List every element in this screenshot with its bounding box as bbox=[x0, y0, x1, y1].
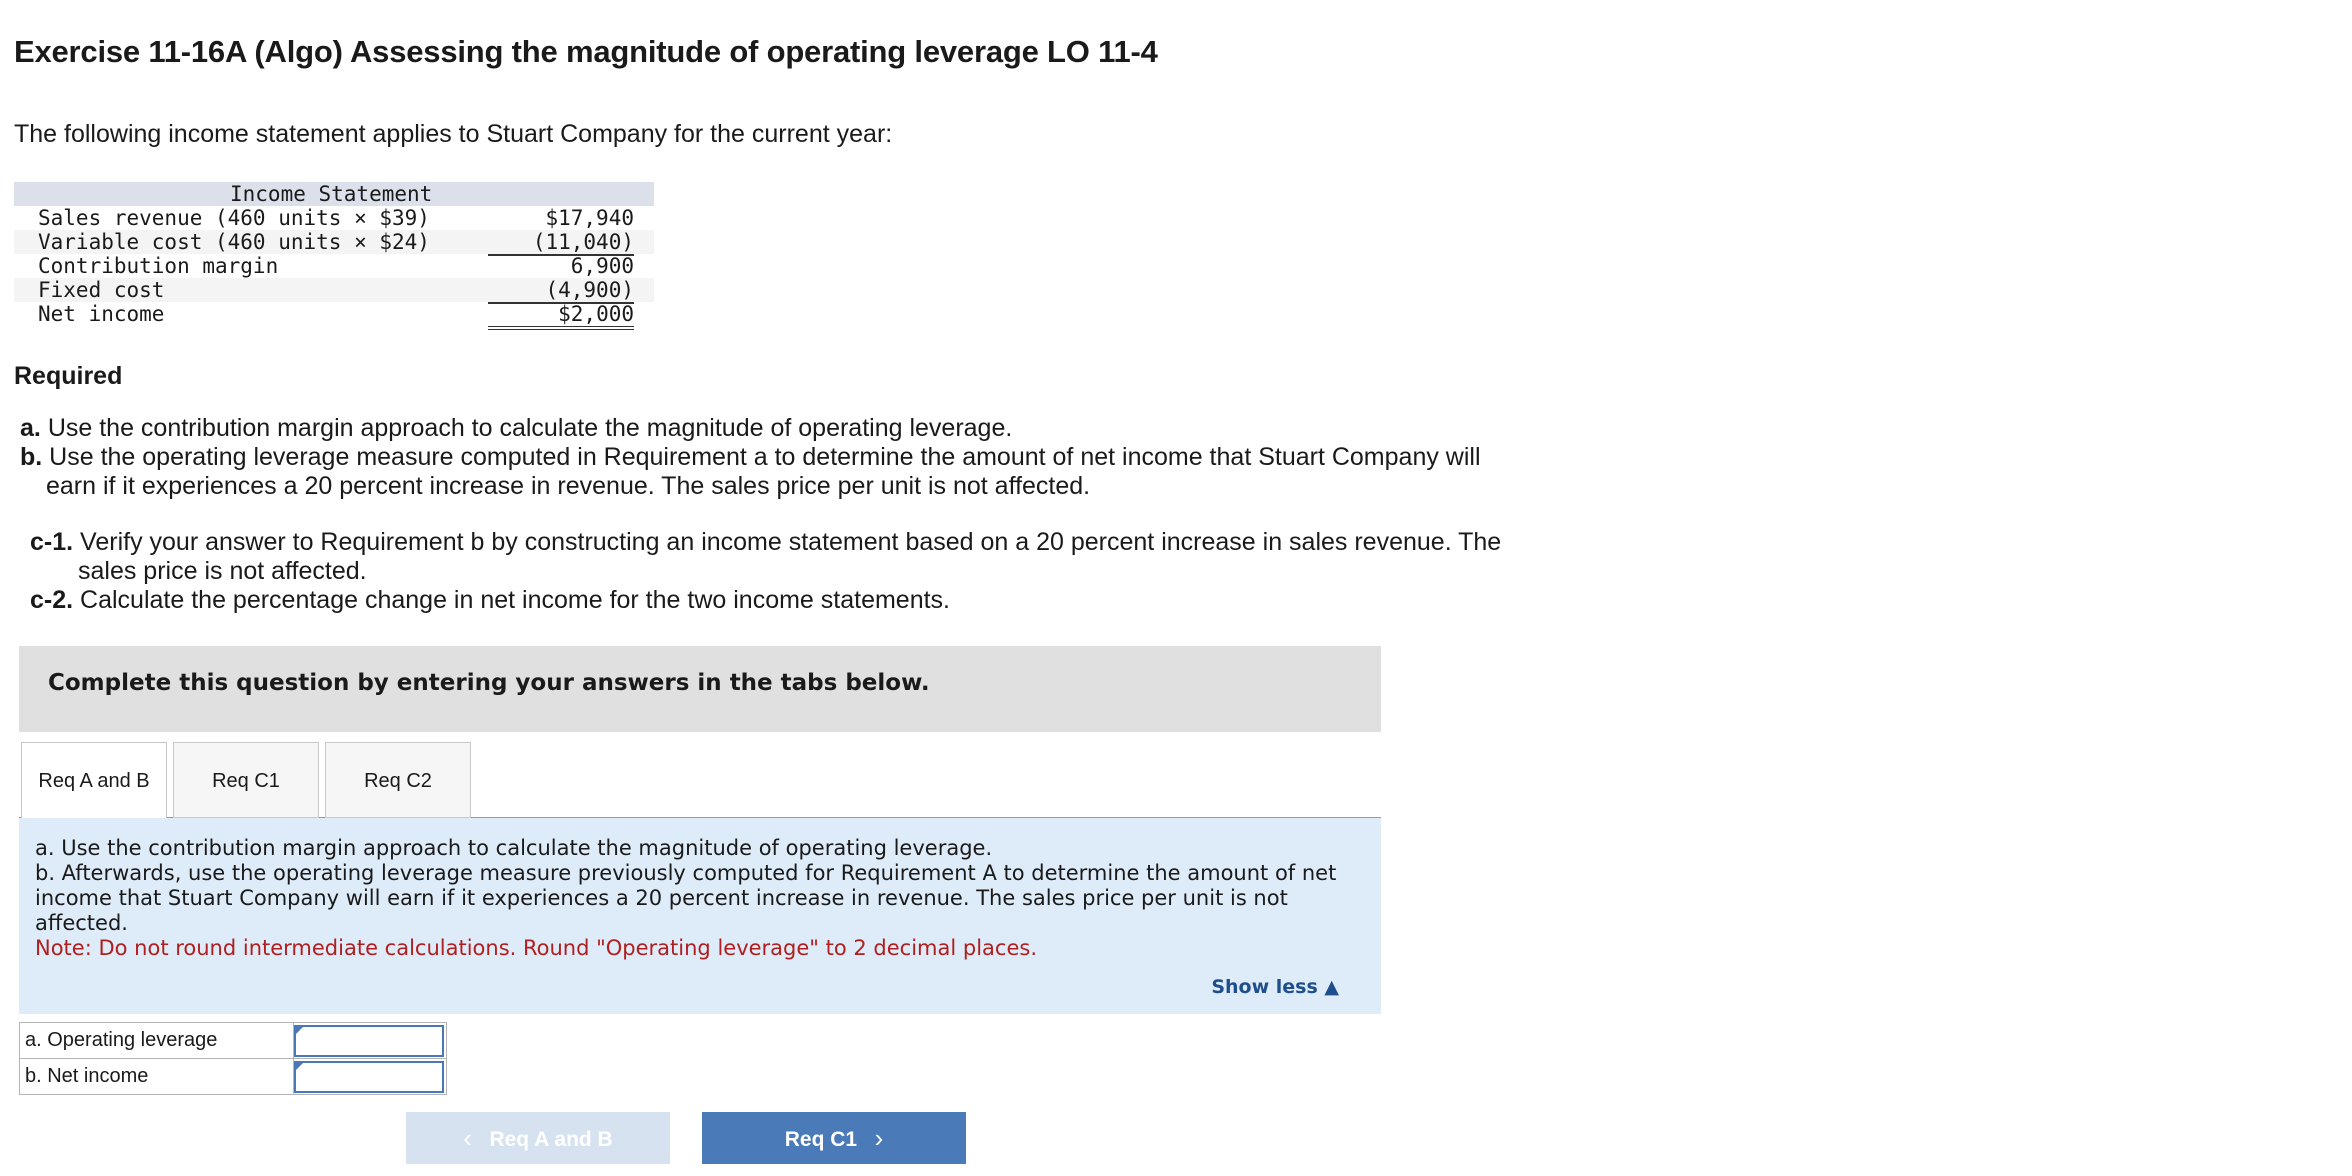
requirement-text: Use the contribution margin approach to calculate the magnitude of operating leverage. bbox=[47, 414, 1013, 442]
instruction-text: Complete this question by entering your answers in the tabs below. bbox=[48, 670, 930, 696]
income-statement bbox=[14, 182, 654, 326]
table-row bbox=[20, 1023, 447, 1059]
income-label: Fixed cost bbox=[38, 278, 165, 302]
input-marker-icon bbox=[296, 1061, 305, 1070]
net-income-input[interactable] bbox=[294, 1061, 444, 1093]
panel-note: Note: Do not round intermediate calculations. Round "Operating leverage" to 2 decimal places. bbox=[35, 936, 1038, 960]
income-value: 6,900 bbox=[570, 254, 634, 278]
requirement-c1 bbox=[30, 528, 1530, 586]
income-row-sales bbox=[14, 206, 654, 230]
answer-cell bbox=[294, 1023, 447, 1059]
answer-cell bbox=[294, 1059, 447, 1095]
show-less-link[interactable]: Show less ▲ bbox=[1211, 976, 1339, 998]
tab-req-c2[interactable]: Req C2 bbox=[325, 742, 471, 818]
panel-line-a: a. Use the contribution margin approach to calculate the magnitude of operating leverage. bbox=[35, 836, 993, 860]
income-value: $17,940 bbox=[545, 206, 634, 230]
income-row-contribution bbox=[14, 254, 654, 278]
requirement-label: a. bbox=[20, 414, 41, 442]
answer-label-net-income: b. Net income bbox=[20, 1059, 294, 1095]
requirement-label: c-2. bbox=[30, 586, 74, 614]
requirement-c2 bbox=[30, 586, 1530, 615]
requirement-text: Calculate the percentage change in net income for the two income statements. bbox=[80, 586, 950, 614]
page-title: Exercise 11-16A (Algo) Assessing the magnitude of operating leverage LO 11-4 bbox=[14, 34, 1158, 69]
intro-text: The following income statement applies to Stuart Company for the current year: bbox=[14, 120, 893, 148]
income-value: (11,040) bbox=[488, 230, 634, 256]
income-label: Net income bbox=[38, 302, 165, 326]
income-row-net bbox=[14, 302, 654, 326]
chevron-left-icon: ‹ bbox=[463, 1122, 472, 1153]
requirements-ab bbox=[20, 414, 1520, 501]
requirement-label: b. bbox=[20, 443, 43, 471]
tab-panel-instructions bbox=[19, 818, 1381, 1014]
income-value: (4,900) bbox=[488, 278, 634, 304]
answer-table bbox=[19, 1022, 447, 1095]
prev-tab-label: Req A and B bbox=[489, 1127, 613, 1151]
chevron-right-icon: › bbox=[874, 1122, 884, 1153]
income-label: Variable cost (460 units × $24) bbox=[38, 230, 430, 254]
prev-tab-button[interactable] bbox=[406, 1112, 670, 1164]
panel-line-b: b. Afterwards, use the operating leverage measure previously computed for Requirement A to determine the amount of net income that Stuart Company will earn if it experiences a 20 percent increase in revenue. The sales price per unit is not affected. bbox=[35, 861, 1337, 935]
income-row-fixed bbox=[14, 278, 654, 302]
required-heading: Required bbox=[14, 362, 123, 390]
income-row-variable bbox=[14, 230, 654, 254]
income-label: Contribution margin bbox=[38, 254, 279, 278]
instruction-bar bbox=[19, 646, 1381, 732]
requirement-text: Verify your answer to Requirement b by constructing an income statement based on a 20 percent increase in sales revenue. The sales price is not affected. bbox=[78, 528, 1502, 585]
income-statement-heading: Income Statement bbox=[230, 182, 433, 206]
income-value: $2,000 bbox=[488, 302, 634, 330]
tab-req-a-and-b[interactable]: Req A and B bbox=[21, 742, 167, 819]
income-label: Sales revenue (460 units × $39) bbox=[38, 206, 430, 230]
operating-leverage-input[interactable] bbox=[294, 1025, 444, 1057]
requirement-label: c-1. bbox=[30, 528, 74, 556]
requirement-a bbox=[20, 414, 1520, 443]
input-marker-icon bbox=[296, 1025, 305, 1034]
requirements-c bbox=[30, 528, 1530, 615]
requirement-text: Use the operating leverage measure computed in Requirement a to determine the amount of net income that Stuart Company will earn if it experiences a 20 percent increase in revenue. The sales price per unit is not affected. bbox=[46, 443, 1481, 500]
requirement-b bbox=[20, 443, 1520, 501]
next-tab-label: Req C1 bbox=[784, 1127, 858, 1151]
next-tab-button[interactable] bbox=[702, 1112, 966, 1164]
tab-req-c1[interactable]: Req C1 bbox=[173, 742, 319, 818]
table-row bbox=[20, 1059, 447, 1095]
answer-label-operating-leverage: a. Operating leverage bbox=[20, 1023, 294, 1059]
